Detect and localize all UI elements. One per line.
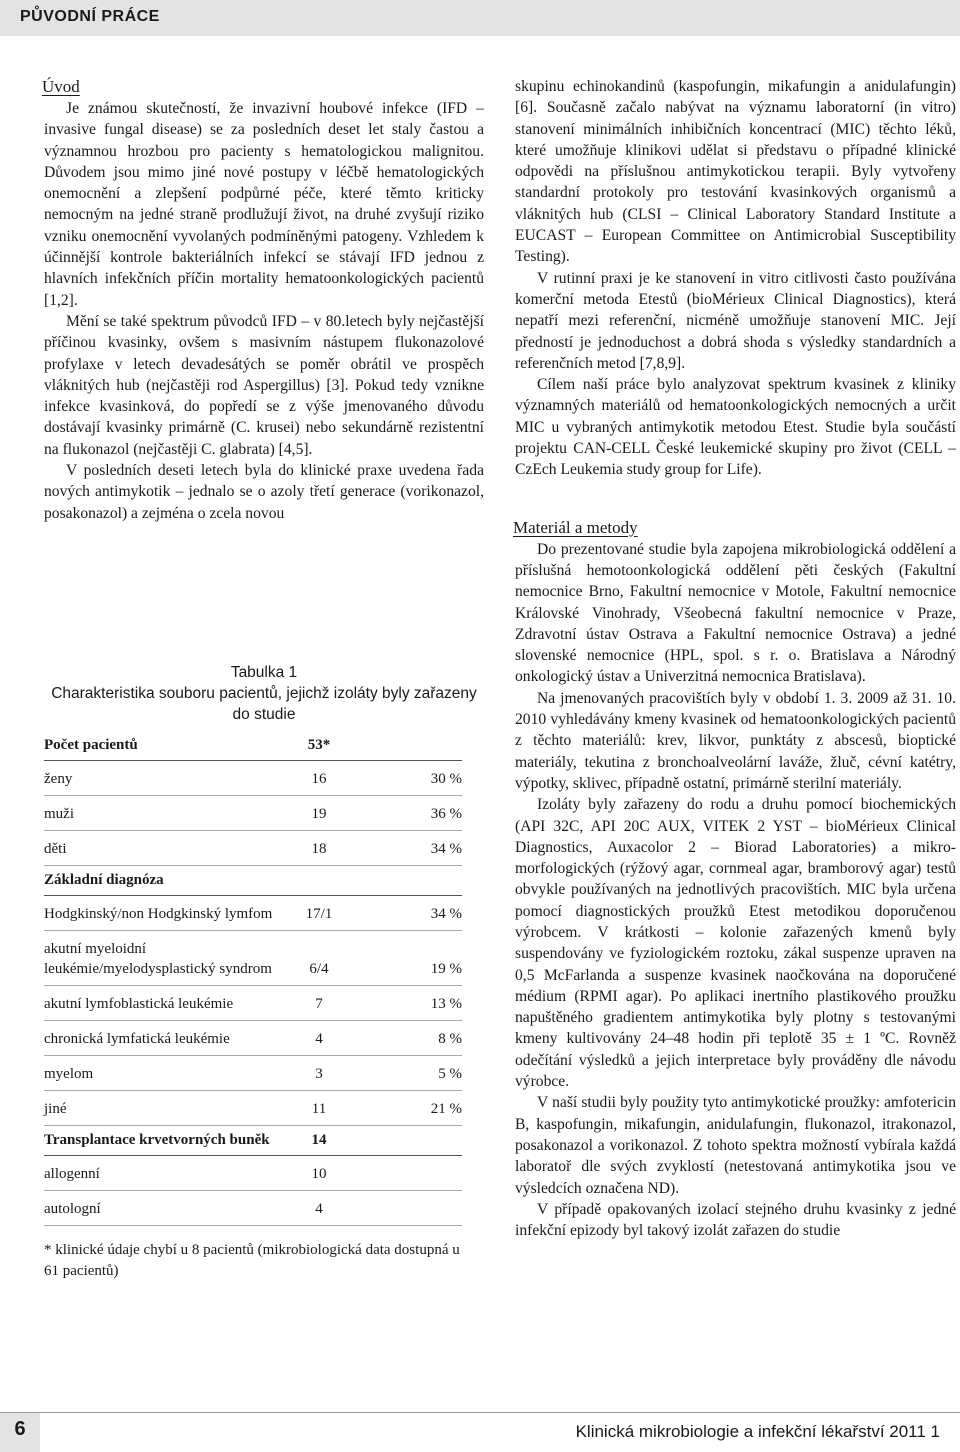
- table-cell: 53*: [274, 737, 364, 761]
- table-row: ženy 16 30 %: [44, 761, 462, 796]
- body-paragraph: V rutinní praxi je ke stanovení in vitro citlivosti často používána komerční metoda Etestů (bioMérieux Clinical Diagnostics), která nepatří mezi referenční, nicméně umožňuje stanovení MIC. Její předností je jednoduchost a dobrá shoda s výsledky standardních a referenčních metod [7,8,9].: [515, 269, 956, 372]
- table-row: muži 19 36 %: [44, 796, 462, 831]
- table-caption-number: Tabulka 1: [230, 664, 298, 681]
- table-row: jiné 11 21 %: [44, 1091, 462, 1126]
- intro-paragraph: Mění se také spektrum původců IFD – v 80.letech byly nejčastější příčinou kvasinky, ovšem s masivním nástupem flukonazolové profylaxe v letech devadesátých se poměr obrátil ve prospěch vláknitých hub (nejčastěji rod Aspergillus) [3]. Pokud tedy vznikne infekce kvasinková, do popředí se z výše jmenovaného důvodu dostávají kvasinky primárně (C. krusei) nebo sekundárně rezistentní na flukonazol (nejčastěji C. glabrata) [4,5].: [44, 312, 484, 458]
- body-paragraph: V naší studii byly použity tyto antimykotické proužky: amfotericin B, kaspofungin, mikafungin, anidulafungin, flukonazol, itrakonazol, posakonazol a vorikonazol. Z tohoto spektra možností vybírala každá laboratoř dle svých zvyklostí (netestovaná antimykotika jsou ve výsledcích označena ND).: [515, 1094, 956, 1197]
- table-row: děti 18 34 %: [44, 831, 462, 866]
- page-number: 6: [14, 1418, 26, 1440]
- table-caption-title: Charakteristika souboru pacientů, jejichž izoláty byly zařazeny do studie: [51, 685, 477, 723]
- table-footnote: * klinické údaje chybí u 8 pacientů (mikrobiologická data dostupná u 61 pacientů): [44, 1242, 460, 1279]
- body-paragraph: Na jmenovaných pracovištích byly v období 1. 3. 2009 až 31. 10. 2010 vyhledávány kmeny kvasinek od hematoonkologických pacientů z těchto materiálů: krev, likvor, punktáty z abscesů, bioptické materiály, tekutina z bronchoalveolární laváže, žluč, cévní katétry, výpotky, sklivec, případně ostatní, primárně sterilní materiály.: [515, 689, 956, 792]
- table-row: [44, 737, 462, 761]
- body-paragraph: Izoláty byly zařazeny do rodu a druhu pomocí biochemických (API 32C, API 20C AUX, VITEK 2 YST – bioMérieux Clinical Diagnostics, Auxacolor 2 – Biorad Laboratories) a mikro-morfologických (rýžový agar, cornmeal agar, bramborový agar) testů obvykle používaných na jednotlivých pracovištích. MIC byla určena pomocí diagnostických proužků Etest metodikou doporučenou výrobcem. V krátkosti – kolonie zařazených kmenů byly suspendovány ve fyziologickém roztoku, zákal suspenze upraven na 0,5 McFarlanda a suspenze kvasinek naočkována na doporučené médium (RPMI agar). Po aplikaci inertního plastikového proužku napuštěného gradientem antimykotika byly plotny s testovanými kmeny kultivovány 24–48 hodin při teplotě 35 ± 1 ºC. Rovněž odečítání výsledků a jejich interpretace byly prováděny dle návodu výrobce.: [515, 796, 956, 1091]
- intro-paragraph: Je známou skutečností, že invazivní houbové infekce (IFD – invasive fungal disease) se za posledních deset let staly častou a významnou hrozbou pro pacienty s hematologickou malignitou. Důvodem jsou mimo jiné nové postupy v léčbě hematologických onemocnění a zlepšení podpůrné péče, které těmto kriticky nemocným na jedné straně prodlužují život, na druhé zvyšují riziko vzniku onemocnění vyvolaných podmíněnými patogeny. Vzhledem k účinnější kontrole bakteriálních infekcí se stávají IFD jednou z hlavních infekčních příčin mortality hematoonkologických pacientů [1,2].: [44, 100, 484, 309]
- intro-paragraph: V posledních deseti letech byla do klinické praxe uvedena řada nových antimykotik – jednalo se o azoly třetí generace (vorikonazol, posakonazol) a zejména o zcela novou: [44, 462, 484, 522]
- table-section-row: Základní diagnóza: [44, 866, 462, 896]
- table-section-row: Transplantace krvetvorných buněk 14: [44, 1126, 462, 1156]
- body-paragraph: V případě opakovaných izolací stejného druhu kvasinky z jedné infekční epizody byl takový izolát zařazen do studie: [515, 1200, 956, 1240]
- table-row: allogenní 10: [44, 1156, 462, 1191]
- table-row: autologní 4: [44, 1191, 462, 1226]
- footer-divider: [0, 1412, 960, 1413]
- body-paragraph: Cílem naší práce bylo analyzovat spektrum kvasinek z kliniky významných materiálů od hematoonkologických nemocných a určit MIC u vybraných antimykotik metodou Etest. Studie byla součástí projektu CAN-CELL České leukemické skupiny pro život (CELL – CzEch Leukemia study group for Life).: [515, 376, 956, 479]
- table-row: myelom 3 5 %: [44, 1056, 462, 1091]
- table-row: Hodgkinský/non Hodgkinský lymfom 17/1 34 %: [44, 896, 462, 931]
- left-column: [44, 76, 484, 524]
- intro-heading: Úvod: [42, 77, 80, 96]
- table-row: akutní lymfoblastická leukémie 7 13 %: [44, 986, 462, 1021]
- body-paragraph: Do prezentované studie byla zapojena mikrobiologická oddělení a příslušná hemotoonkologická oddělení pěti českých (Fakultní nemocnice Brno, Fakultní nemocnice v Motole, Fakultní nemocnice Královské Vinohrady, Všeobecná fakultní nemocnice v Praze, Zdravotní ústav Ostrava a Fakultní nemocnice Ostrava) a jedné slovenské nemocnice (HPL, spol. s r. o. Bratislava a Národný onkologický ústav a Univerzitná nemocnica Bratislava).: [515, 540, 956, 686]
- body-paragraph: skupinu echinokandinů (kaspofungin, mikafungin a anidulafungin) [6]. Současně začalo nabývat na významu laboratorní (in vitro) stanovení minimálních inhibičních koncentrací (MIC) těchto léků, které umožňuje klinikovi udělat si představu o případné klinické odpovědi na příslušnou antimykotickou terapii. Byly vytvořeny standardní protokoly pro testování kvasinkových organismů a vláknitých hub (CLSI – Clinical Laboratory Standard Institute a EUCAST – European Committee on Antimicrobial Susceptibility Testing).: [515, 78, 956, 266]
- table-cell: Počet pacientů: [44, 737, 274, 761]
- section-label: PŮVODNÍ PRÁCE: [20, 8, 160, 25]
- section-header: [0, 0, 960, 36]
- right-column: [515, 76, 956, 1241]
- table-1: [44, 662, 484, 1282]
- patient-table: [44, 737, 462, 1226]
- methods-heading: Materiál a metody: [513, 517, 638, 537]
- table-row: chronická lymfatická leukémie 4 8 %: [44, 1021, 462, 1056]
- journal-name: Klinická mikrobiologie a infekční lékařství 2011 1: [575, 1422, 940, 1441]
- table-row: akutní myeloidní leukémie/myelodysplastický syndrom 6/4 19 %: [44, 931, 462, 986]
